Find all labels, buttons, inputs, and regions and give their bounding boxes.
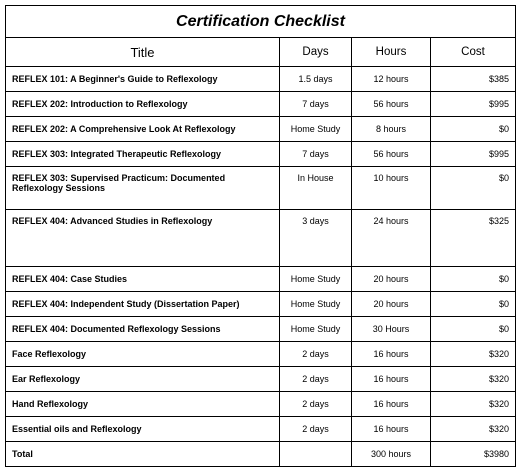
cell-cost: $0 [431, 317, 516, 342]
total-hours: 300 hours [352, 442, 431, 467]
cell-cost: $995 [431, 142, 516, 167]
cell-title: REFLEX 404: Independent Study (Dissertation Paper) [6, 292, 280, 317]
cell-cost: $320 [431, 417, 516, 442]
header-title: Title [6, 38, 280, 67]
cell-days: 1.5 days [280, 67, 352, 92]
table-row [6, 92, 516, 117]
cell-days: 3 days [280, 210, 352, 267]
table-row [6, 67, 516, 92]
cell-days: Home Study [280, 292, 352, 317]
table-row [6, 292, 516, 317]
cell-days: 2 days [280, 392, 352, 417]
cell-hours: 56 hours [352, 142, 431, 167]
cell-cost: $0 [431, 292, 516, 317]
table-row [6, 117, 516, 142]
cell-title: REFLEX 202: Introduction to Reflexology [6, 92, 280, 117]
cell-days: In House [280, 167, 352, 210]
checklist-table [5, 5, 516, 467]
cell-title: REFLEX 404: Documented Reflexology Sessions [6, 317, 280, 342]
cell-cost: $320 [431, 342, 516, 367]
cell-hours: 8 hours [352, 117, 431, 142]
cell-title: REFLEX 202: A Comprehensive Look At Reflexology [6, 117, 280, 142]
table-row [6, 267, 516, 292]
cell-cost: $0 [431, 267, 516, 292]
cell-hours: 16 hours [352, 417, 431, 442]
table-row [6, 417, 516, 442]
cell-days: Home Study [280, 317, 352, 342]
cell-cost: $320 [431, 367, 516, 392]
cell-title: REFLEX 303: Supervised Practicum: Documented Reflexology Sessions [6, 167, 280, 210]
cell-days: 2 days [280, 367, 352, 392]
header-hours: Hours [352, 38, 431, 67]
cell-hours: 16 hours [352, 342, 431, 367]
table-row [6, 210, 516, 267]
total-days [280, 442, 352, 467]
table-row [6, 392, 516, 417]
header-days: Days [280, 38, 352, 67]
cell-title: Ear Reflexology [6, 367, 280, 392]
cell-hours: 16 hours [352, 367, 431, 392]
cell-title: Face Reflexology [6, 342, 280, 367]
header-row [6, 38, 516, 67]
cell-cost: $0 [431, 167, 516, 210]
cell-days: 2 days [280, 417, 352, 442]
total-cost: $3980 [431, 442, 516, 467]
certification-checklist-sheet [5, 5, 515, 467]
total-row [6, 442, 516, 467]
cell-cost: $385 [431, 67, 516, 92]
cell-hours: 24 hours [352, 210, 431, 267]
cell-cost: $325 [431, 210, 516, 267]
cell-hours: 20 hours [352, 292, 431, 317]
cell-cost: $320 [431, 392, 516, 417]
cell-hours: 16 hours [352, 392, 431, 417]
cell-hours: 12 hours [352, 67, 431, 92]
cell-days: Home Study [280, 117, 352, 142]
cell-title: REFLEX 404: Case Studies [6, 267, 280, 292]
cell-title: REFLEX 101: A Beginner's Guide to Reflexology [6, 67, 280, 92]
table-row [6, 167, 516, 210]
header-cost: Cost [431, 38, 516, 67]
cell-hours: 30 Hours [352, 317, 431, 342]
cell-title: REFLEX 303: Integrated Therapeutic Reflexology [6, 142, 280, 167]
table-row [6, 142, 516, 167]
cell-days: Home Study [280, 267, 352, 292]
table-row [6, 342, 516, 367]
cell-days: 2 days [280, 342, 352, 367]
total-label: Total [6, 442, 280, 467]
cell-days: 7 days [280, 92, 352, 117]
cell-title: Essential oils and Reflexology [6, 417, 280, 442]
cell-title: Hand Reflexology [6, 392, 280, 417]
cell-cost: $995 [431, 92, 516, 117]
cell-hours: 56 hours [352, 92, 431, 117]
cell-hours: 10 hours [352, 167, 431, 210]
cell-cost: $0 [431, 117, 516, 142]
table-caption: Certification Checklist [6, 6, 516, 38]
table-row [6, 367, 516, 392]
cell-title: REFLEX 404: Advanced Studies in Reflexology [6, 210, 280, 267]
cell-days: 7 days [280, 142, 352, 167]
cell-hours: 20 hours [352, 267, 431, 292]
table-row [6, 317, 516, 342]
